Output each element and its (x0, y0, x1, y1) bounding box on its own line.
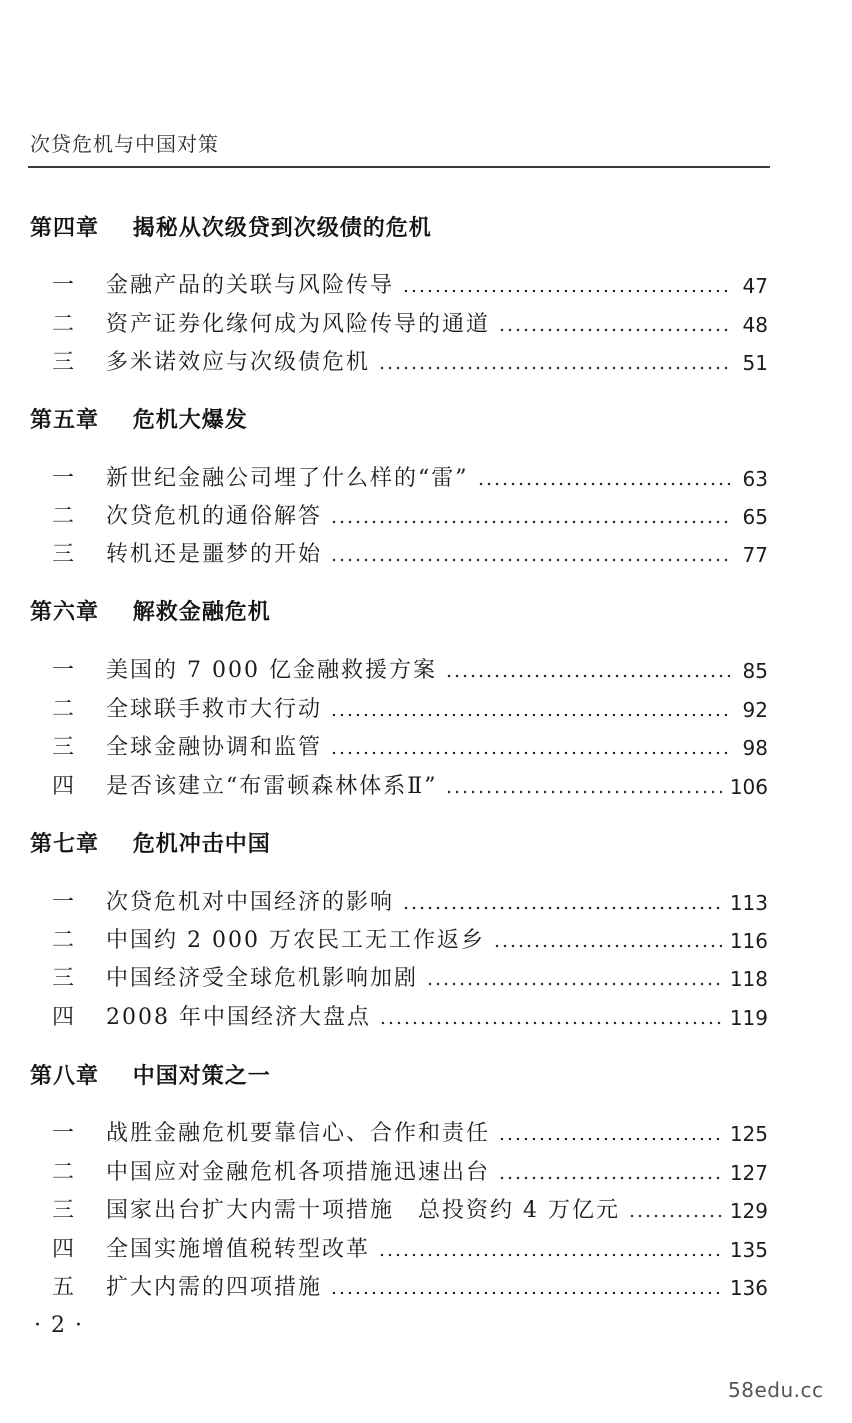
entry-page-number: 129 (729, 1199, 768, 1223)
chapter-number: 第五章 (30, 408, 100, 433)
entry-page-number: 98 (742, 736, 768, 760)
entry-title: 中国约 2 000 万农民工无工作返乡 (106, 928, 485, 953)
toc-entry[interactable] (52, 310, 768, 340)
entry-page-number: 63 (742, 467, 768, 491)
chapter-title: 解救金融危机 (132, 600, 271, 625)
entry-title: 中国应对金融危机各项措施迅速出台 (106, 1160, 491, 1185)
entry-title: 战胜金融危机要靠信心、合作和责任 (106, 1121, 491, 1146)
chapter-number: 第八章 (30, 1064, 100, 1089)
entry-index: 一 (52, 273, 75, 298)
entry-index: 五 (52, 1275, 75, 1300)
toc-entry[interactable] (52, 1235, 768, 1265)
toc-entry[interactable] (52, 1196, 768, 1226)
chapter-number: 第七章 (30, 832, 100, 857)
dot-leader (378, 1253, 722, 1257)
toc-entry[interactable] (52, 695, 768, 725)
dot-leader (379, 1021, 722, 1025)
entry-title: 全球金融协调和监管 (106, 735, 323, 760)
toc-entry[interactable] (52, 964, 768, 994)
header-rule (28, 166, 770, 168)
entry-page-number: 127 (729, 1161, 768, 1185)
toc-entry[interactable] (52, 271, 768, 301)
toc-entry[interactable] (52, 733, 768, 763)
entry-page-number: 85 (742, 659, 768, 683)
entry-title: 全国实施增值税转型改革 (106, 1237, 371, 1262)
chapter-heading (30, 830, 271, 860)
chapter-title: 中国对策之一 (132, 1064, 271, 1089)
entry-title: 次贷危机对中国经济的影响 (106, 890, 395, 915)
dot-leader (445, 790, 721, 794)
dot-leader (402, 289, 732, 293)
entry-page-number: 47 (742, 274, 768, 298)
entry-title: 新世纪金融公司埋了什么样的“雷” (106, 466, 469, 491)
entry-index: 四 (52, 774, 75, 799)
entry-index: 一 (52, 658, 75, 683)
entry-index: 四 (52, 1237, 75, 1262)
entry-page-number: 119 (729, 1006, 768, 1030)
entry-title: 扩大内需的四项措施 (106, 1275, 323, 1300)
dot-leader (402, 906, 722, 910)
dot-leader (477, 482, 733, 486)
chapter-heading (30, 598, 271, 628)
entry-index: 一 (52, 466, 75, 491)
entry-title: 次贷危机的通俗解答 (106, 504, 323, 529)
entry-page-number: 92 (742, 698, 768, 722)
chapter-title: 揭秘从次级贷到次级债的危机 (132, 216, 432, 241)
dot-leader (330, 558, 732, 562)
entry-page-number: 135 (729, 1238, 768, 1262)
chapter-number: 第六章 (30, 600, 100, 625)
entry-page-number: 51 (742, 351, 768, 375)
entry-page-number: 113 (729, 891, 768, 915)
entry-title: 金融产品的关联与风险传导 (106, 273, 395, 298)
entry-page-number: 118 (729, 967, 768, 991)
entry-index: 三 (52, 735, 75, 760)
dot-leader (628, 1214, 722, 1218)
chapter-title: 危机冲击中国 (132, 832, 271, 857)
toc-entry[interactable] (52, 888, 768, 918)
dot-leader (498, 1176, 722, 1180)
entry-index: 二 (52, 1160, 75, 1185)
entry-index: 四 (52, 1005, 75, 1030)
entry-title: 转机还是噩梦的开始 (106, 542, 323, 567)
chapter-number: 第四章 (30, 216, 100, 241)
entry-index: 二 (52, 504, 75, 529)
toc-entry[interactable] (52, 1003, 768, 1033)
entry-index: 二 (52, 928, 75, 953)
entry-index: 三 (52, 1198, 75, 1223)
dot-leader (493, 944, 722, 948)
toc-entry[interactable] (52, 1158, 768, 1188)
dot-leader (426, 982, 722, 986)
dot-leader (498, 328, 732, 332)
entry-title: 多米诺效应与次级债危机 (106, 350, 371, 375)
entry-index: 一 (52, 890, 75, 915)
entry-page-number: 65 (742, 505, 768, 529)
toc-entry[interactable] (52, 1273, 768, 1303)
entry-title: 资产证券化缘何成为风险传导的通道 (106, 312, 491, 337)
dot-leader (330, 751, 732, 755)
dot-leader (330, 1291, 722, 1295)
entry-index: 三 (52, 542, 75, 567)
toc-entry[interactable] (52, 348, 768, 378)
entry-index: 一 (52, 1121, 75, 1146)
dot-leader (498, 1137, 722, 1141)
chapter-heading (30, 406, 248, 436)
entry-page-number: 136 (729, 1276, 768, 1300)
entry-page-number: 125 (729, 1122, 768, 1146)
toc-entry[interactable] (52, 464, 768, 494)
toc-entry[interactable] (52, 502, 768, 532)
toc-entry[interactable] (52, 772, 768, 802)
dot-leader (330, 520, 732, 524)
running-head: 次贷危机与中国对策 (30, 132, 219, 156)
entry-page-number: 48 (742, 313, 768, 337)
toc-entry[interactable] (52, 540, 768, 570)
toc-entry[interactable] (52, 926, 768, 956)
entry-title: 是否该建立“布雷顿森林体系Ⅱ” (106, 774, 438, 799)
chapter-heading (30, 214, 432, 244)
toc-entry[interactable] (52, 1119, 768, 1149)
entry-page-number: 77 (742, 543, 768, 567)
chapter-title: 危机大爆发 (132, 408, 248, 433)
toc-entry[interactable] (52, 656, 768, 686)
page-number: ·2· (34, 1313, 92, 1338)
dot-leader (445, 674, 732, 678)
entry-title: 中国经济受全球危机影响加剧 (106, 966, 419, 991)
dot-leader (378, 366, 732, 370)
entry-title: 国家出台扩大内需十项措施 总投资约 4 万亿元 (106, 1198, 620, 1223)
dot-leader (330, 713, 732, 717)
entry-title: 全球联手救市大行动 (106, 697, 323, 722)
entry-index: 二 (52, 697, 75, 722)
chapter-heading (30, 1062, 271, 1092)
entry-page-number: 116 (729, 929, 768, 953)
watermark: 58edu.cc (728, 1378, 824, 1402)
entry-index: 二 (52, 312, 75, 337)
entry-index: 三 (52, 966, 75, 991)
entry-title: 美国的 7 000 亿金融救援方案 (106, 658, 437, 683)
entry-title: 2008 年中国经济大盘点 (106, 1005, 371, 1030)
entry-page-number: 106 (729, 775, 768, 799)
entry-index: 三 (52, 350, 75, 375)
